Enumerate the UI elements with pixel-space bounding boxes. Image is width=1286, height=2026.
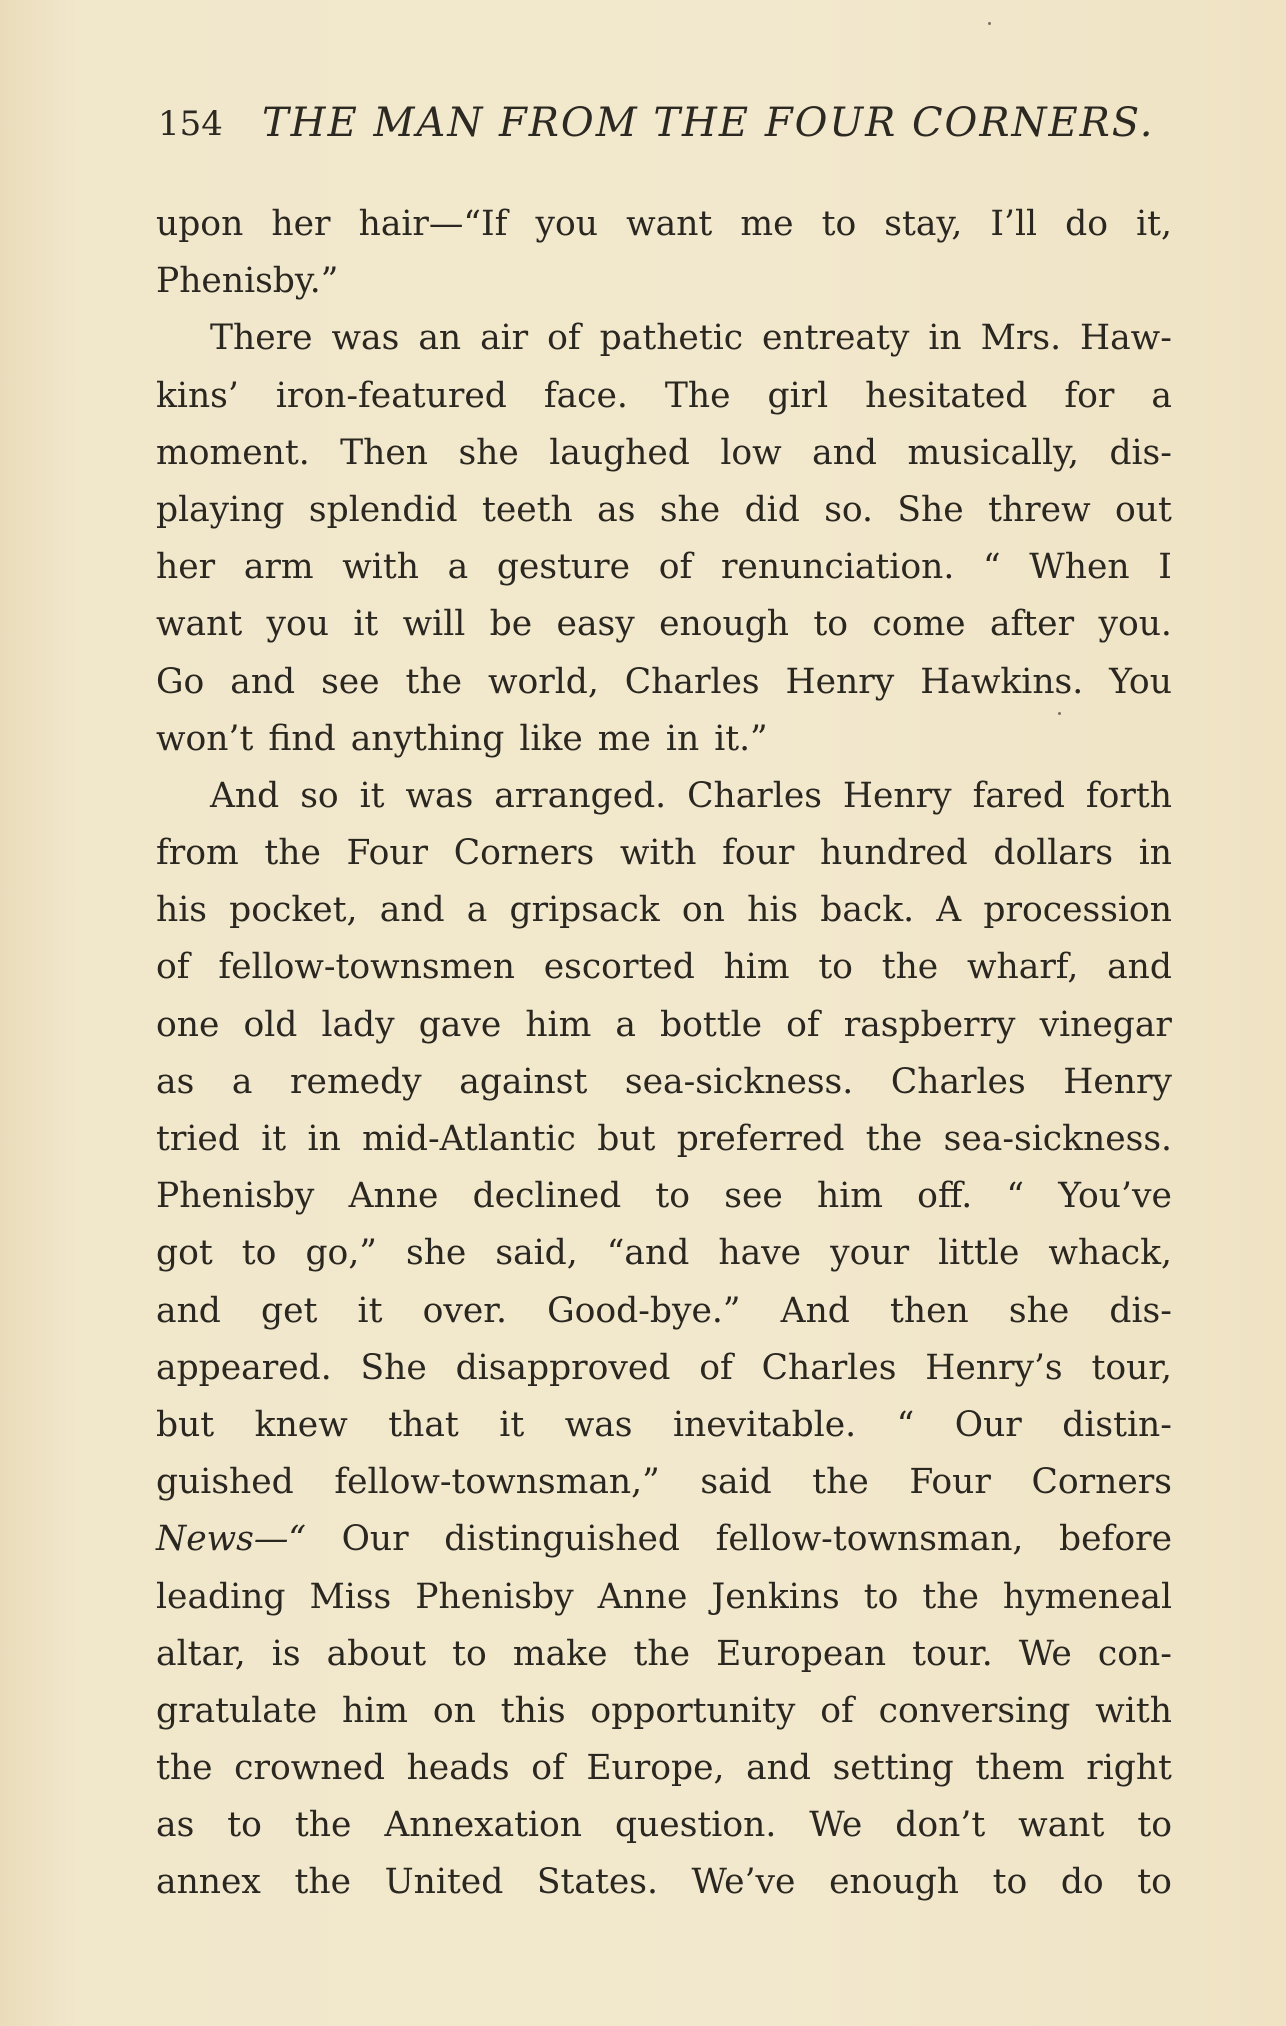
paper-speck <box>988 22 991 25</box>
text-line: annex the United States. We’ve enough to do to <box>156 1862 1172 1903</box>
paper-speck <box>1058 712 1061 715</box>
text-line: tried it in mid-Atlantic but preferred the sea-sickness. <box>156 1119 1172 1159</box>
text-line: Phenisby.” <box>156 261 339 302</box>
text-line: from the Four Corners with four hundred dollars in <box>156 833 1172 874</box>
text-line: but knew that it was inevitable. “ Our distin- <box>156 1404 1172 1445</box>
text-line: News—“ Our distinguished fellow-townsman, before <box>156 1519 1172 1560</box>
page-header <box>158 100 1188 160</box>
text-line: her arm with a gesture of renunciation. “ When I <box>156 547 1172 588</box>
text-line: guished fellow-townsman,” said the Four Corners <box>156 1462 1172 1503</box>
text-line: want you it will be easy enough to come after you. <box>156 604 1172 645</box>
text-line: won’t find anything like me in it.” <box>156 718 768 759</box>
text-line: his pocket, and a gripsack on his back. A procession <box>156 890 1172 931</box>
text-line: Phenisby Anne declined to see him off. “ You’ve <box>156 1176 1172 1217</box>
text-line: of fellow-townsmen escorted him to the wharf, and <box>156 947 1172 988</box>
text-line: one old lady gave him a bottle of raspberry vinegar <box>156 1004 1172 1045</box>
text-line: altar, is about to make the European tour. We con- <box>156 1633 1172 1674</box>
text-line: leading Miss Phenisby Anne Jenkins to the hymeneal <box>156 1576 1172 1617</box>
text-line: and get it over. Good-bye.” And then she dis- <box>156 1290 1172 1331</box>
running-head: THE MAN FROM THE FOUR CORNERS. <box>262 100 1155 146</box>
text-line: moment. Then she laughed low and musically, dis- <box>156 432 1172 473</box>
text-line: Go and see the world, Charles Henry Hawkins. You <box>156 661 1172 702</box>
text-line: as a remedy against sea-sickness. Charles Henry <box>156 1061 1172 1102</box>
text-line: got to go,” she said, “and have your little whack, <box>156 1233 1172 1274</box>
text-line: as to the Annexation question. We don’t want to <box>156 1805 1172 1846</box>
body-text <box>156 196 1172 1912</box>
text-line: upon her hair—“If you want me to stay, I’ll do it, <box>156 204 1172 244</box>
text-line: playing splendid teeth as she did so. She threw out <box>156 489 1172 530</box>
text-line: kins’ iron-featured face. The girl hesitated for a <box>156 375 1172 416</box>
text-line: And so it was arranged. Charles Henry fared forth <box>210 775 1172 816</box>
text-line: gratulate him on this opportunity of conversing with <box>156 1690 1172 1731</box>
text-line: There was an air of pathetic entreaty in Mrs. Haw- <box>210 318 1172 359</box>
text-line: appeared. She disapproved of Charles Henry’s tour, <box>156 1347 1172 1388</box>
page-number: 154 <box>158 104 223 144</box>
text-line: the crowned heads of Europe, and setting them right <box>156 1748 1172 1789</box>
